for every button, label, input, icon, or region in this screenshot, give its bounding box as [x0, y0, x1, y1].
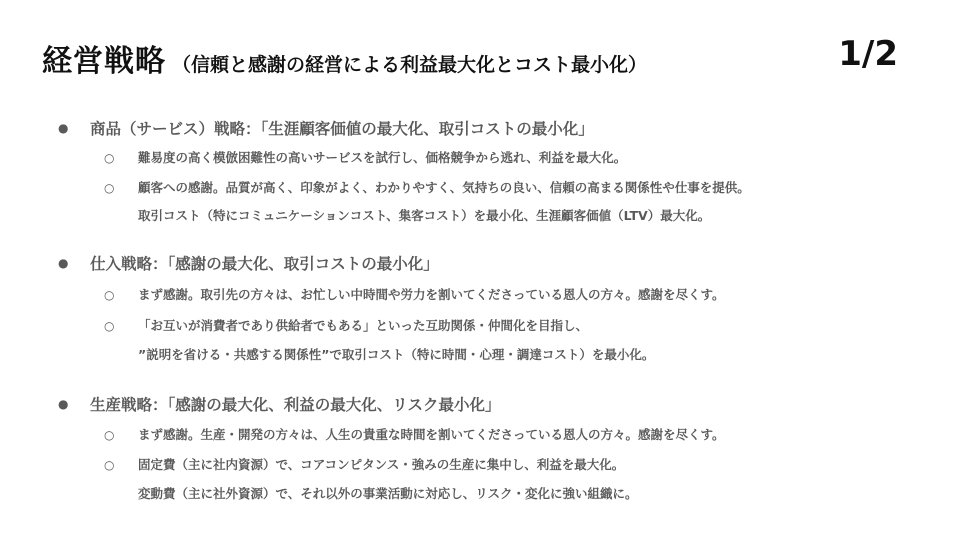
slide-title	[42, 36, 647, 80]
list-item-text: 「お互いが消費者であり供給者でもある」といった互助関係・仲間化を目指し、	[138, 318, 589, 333]
bullet-dot-icon: ●	[58, 256, 69, 270]
section-heading-production-strategy	[58, 393, 500, 415]
list-item-text: 固定費（主に社内資源）で、コアコンピタンス・強みの生産に集中し、利益を最大化。	[138, 457, 625, 472]
title-main: 経営戦略	[42, 44, 166, 79]
bullet-circle-icon: ○	[104, 181, 115, 195]
bullet-dot-icon: ●	[58, 121, 69, 135]
list-item-text: まず感謝。生産・開発の方々は、人生の貴重な時間を割いてくださっている恩人の方々。感謝を尽くす。	[138, 427, 725, 442]
section-heading-text: 仕入戦略：「感謝の最大化、取引コストの最小化」	[90, 255, 439, 273]
bullet-dot-icon: ●	[58, 397, 69, 411]
bullet-circle-icon: ○	[104, 151, 115, 165]
list-item	[104, 178, 750, 196]
list-item-text: 難易度の高く模倣困難性の高いサービスを試行し、価格競争から逃れ、利益を最大化。	[138, 150, 627, 165]
section-heading-text: 生産戦略：「感謝の最大化、利益の最大化、リスク最小化」	[90, 396, 501, 414]
list-item-continuation: 変動費（主に社外資源）で、それ以外の事業活動に対応し、リスク・変化に強い組織に。	[138, 486, 638, 501]
section-heading-product-strategy	[58, 117, 594, 139]
bullet-circle-icon: ○	[104, 458, 115, 472]
list-item-text: まず感謝。取引先の方々は、お忙しい中時間や労力を割いてくださっている恩人の方々。感謝を尽くす。	[138, 287, 725, 302]
section-heading-text: 商品（サービス）戦略：「生涯顧客価値の最大化、取引コストの最小化」	[90, 120, 594, 138]
list-item-text: 顧客への感謝。品質が高く、印象がよく、わかりやすく、気持ちの良い、信頼の高まる関係性や仕事を提供。	[138, 180, 750, 195]
section-heading-purchasing-strategy	[58, 252, 439, 274]
list-item	[104, 425, 725, 443]
bullet-circle-icon: ○	[104, 319, 115, 333]
bullet-circle-icon: ○	[104, 288, 115, 302]
list-item-continuation: 取引コスト（特にコミュニケーションコスト、集客コスト）を最小化、生涯顧客価値（LTV）最大化。	[138, 208, 711, 223]
list-item	[104, 148, 626, 166]
list-item	[104, 285, 725, 303]
page-number: 1/2	[838, 34, 898, 74]
bullet-circle-icon: ○	[104, 428, 115, 442]
title-subtitle: （信頼と感謝の経営による利益最大化とコスト最小化）	[172, 54, 648, 76]
list-item-continuation: ”説明を省ける・共感する関係性”で取引コスト（特に時間・心理・調達コスト）を最小化。	[138, 347, 655, 362]
list-item	[104, 316, 588, 334]
list-item	[104, 455, 624, 473]
